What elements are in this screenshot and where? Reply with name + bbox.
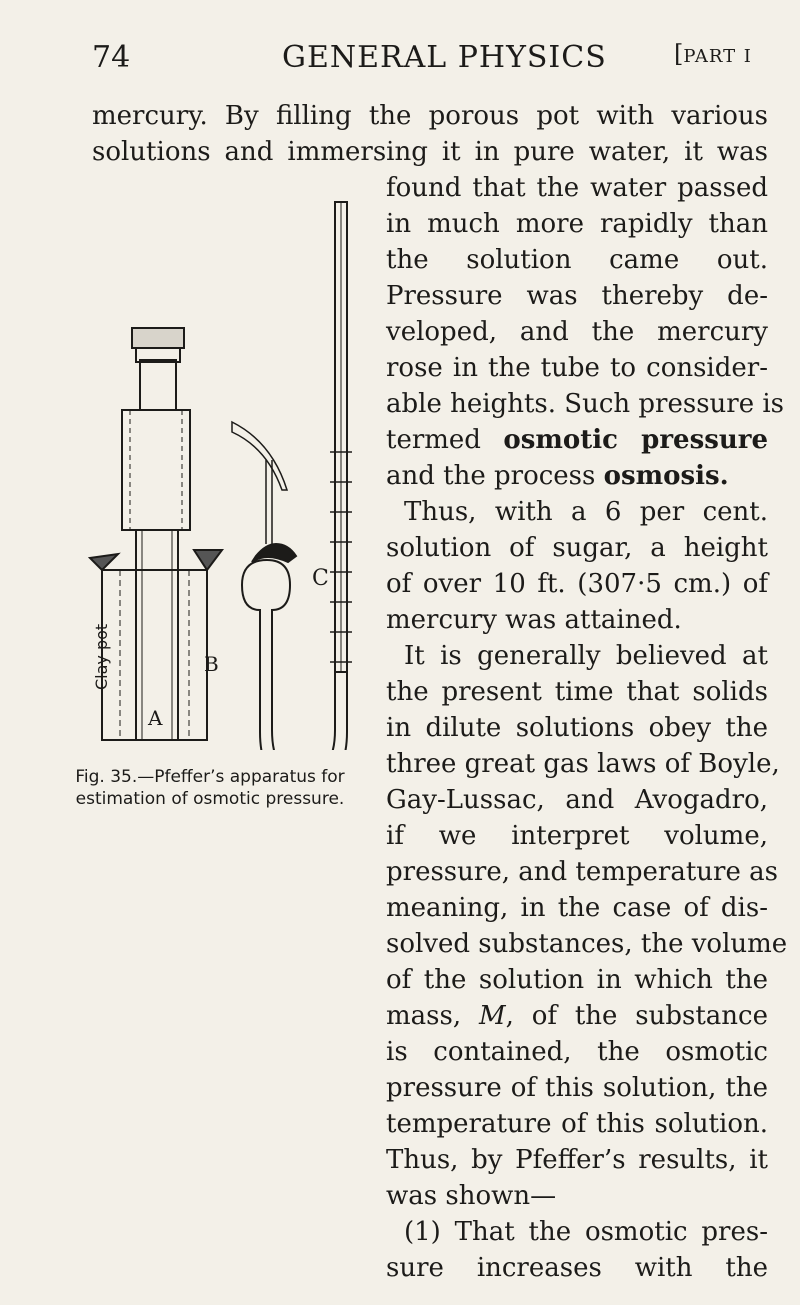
text-line <box>386 422 768 458</box>
text-run: termed <box>386 425 504 455</box>
text-run: , of the substance <box>505 1001 768 1031</box>
part-numeral: I <box>743 46 752 67</box>
text-line: mercury. By filling the porous pot with various <box>92 101 768 131</box>
text-run: mass, <box>386 1001 479 1031</box>
page-number: 74 <box>92 40 131 75</box>
text-line: Thus, with a 6 per cent. <box>404 497 768 527</box>
text-line: sure increases with the <box>386 1253 768 1283</box>
text-line: solved substances, the volume <box>386 929 788 959</box>
term-osmosis: osmosis. <box>603 461 729 491</box>
text-line: solutions and immersing it in pure water, it was <box>92 137 768 167</box>
text-line: pressure, and temperature as <box>386 857 778 887</box>
part-marker <box>674 40 752 68</box>
text-line: (1) That the osmotic pres- <box>404 1217 768 1247</box>
text-line: meaning, in the case of dis- <box>386 893 768 923</box>
text-line: Gay-Lussac, and Avogadro, <box>386 785 768 815</box>
part-bracket: [ <box>674 40 684 68</box>
text-line: mercury was attained. <box>386 605 682 635</box>
text-line: Thus, by Pfeffer’s results, it <box>386 1145 768 1175</box>
running-header <box>0 40 800 90</box>
text-line: temperature of this solution. <box>386 1109 768 1139</box>
term-osmotic-pressure: osmotic pressure <box>503 425 768 455</box>
text-line: is contained, the osmotic <box>386 1037 768 1067</box>
text-line: able heights. Such pressure is <box>386 389 785 419</box>
text-line: in much more rapidly than <box>386 209 768 239</box>
symbol-m: M <box>478 1001 506 1031</box>
text-line: solution of sugar, a height <box>386 533 768 563</box>
text-line <box>386 998 768 1034</box>
part-word: PART <box>683 46 737 67</box>
text-line: the present time that solids <box>386 677 768 707</box>
figure-caption: Fig. 35.—Pfeffer’s apparatus for estimation of osmotic pressure. <box>75 767 345 809</box>
text-line: rose in the tube to consider- <box>386 353 768 383</box>
label-b: B <box>204 652 219 676</box>
pot-label: Clay pot <box>92 623 111 690</box>
text-line <box>386 458 729 494</box>
text-line: was shown— <box>386 1181 557 1211</box>
text-line: Pressure was thereby de- <box>386 281 768 311</box>
apparatus-drawing <box>82 190 370 750</box>
text-line: if we interpret volume, <box>386 821 768 851</box>
text-line: three great gas laws of Boyle, <box>386 749 780 779</box>
text-line: in dilute solutions obey the <box>386 713 768 743</box>
text-line: It is generally believed at <box>404 641 768 671</box>
text-line: of the solution in which the <box>386 965 768 995</box>
text-run: and the process <box>386 461 604 491</box>
running-title: GENERAL PHYSICS <box>282 40 607 75</box>
label-a: A <box>148 706 163 730</box>
text-line: pressure of this solution, the <box>386 1073 768 1103</box>
text-line: of over 10 ft. (307·5 cm.) of <box>386 569 768 599</box>
figure-pfeffer-apparatus <box>82 190 370 750</box>
text-line: the solution came out. <box>386 245 768 275</box>
label-c: C <box>312 566 329 591</box>
text-line: found that the water passed <box>386 173 768 203</box>
text-line: veloped, and the mercury <box>386 317 768 347</box>
